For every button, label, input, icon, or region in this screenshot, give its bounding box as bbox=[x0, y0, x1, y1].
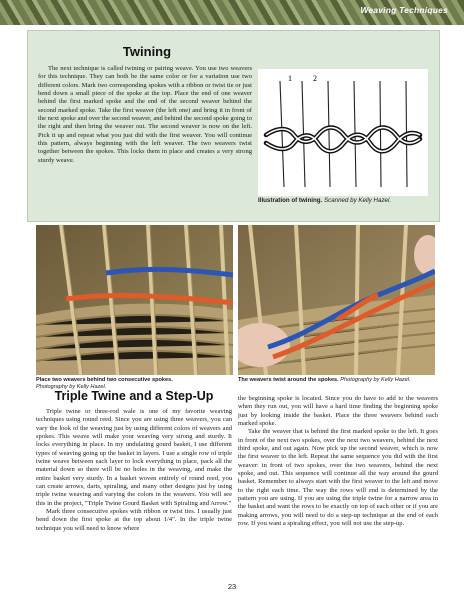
twining-panel bbox=[27, 30, 440, 222]
page-number: 23 bbox=[227, 582, 237, 591]
illustration-mark-1: 1 bbox=[288, 74, 292, 83]
photo-right-caption bbox=[238, 377, 438, 384]
photo-weavers-twist bbox=[238, 225, 435, 375]
photo-right-caption-title: The weavers twist around the spokes. bbox=[238, 377, 339, 383]
photo-two-weavers-image bbox=[36, 225, 233, 375]
section-header: Weaving Techniques bbox=[360, 5, 448, 15]
twining-body: The next technique is called twining or pairing weave. You use two weavers for this technique. They can both be the same color or for a variation use two different colors. Mark two corresponding spokes with a ribbon or twist tie or just bend down a small piece of the spoke at the top. Place the end of one weaver behind the first marked spoke and the end of the second weaver behind the second marked spoke. Take the first weaver (the left one) and bring it in front of the next spoke and over the second weaver, and behind the second spoke going to the right and then bring the weaver out. The second weaver is now on the left. Pick it up and repeat what you just did with the first weaver. You will continue this pattern, always beginning with the left weaver. The two weavers twist together between the spokes. This locks them in place and creates a very strong sturdy weave. bbox=[38, 65, 252, 164]
photo-left-caption-title: Place two weavers behind two consecutive spokes. bbox=[36, 377, 173, 383]
illustration-caption bbox=[258, 197, 434, 205]
twining-illustration-svg bbox=[258, 69, 428, 196]
triple-twine-title: Triple Twine and a Step-Up bbox=[54, 389, 214, 403]
spoke-line bbox=[380, 81, 381, 187]
right-paragraph-1: the beginning spoke is located. Since you do have to add to the weavers when they run out, you will have a hard time finding the beginning spoke just by looking inside the basket. Place the three weavers behind each marked spoke. bbox=[238, 395, 438, 428]
twining-title: Twining bbox=[122, 44, 172, 59]
right-paragraph-2: Take the weaver that is behind the first marked spoke to the left. It goes in front of the next two spokes, over the next two weavers, behind the next third spoke, and out again. Now pick up the second weaver, which is now the first weaver to the left. Repeat the same sequence you did with the first weaver: in front of two spokes, over the two weavers, behind the next spoke, and out. This sequence will continue all the way around the gourd basket. Remember to always start with the first weaver to the left and move to the right each time. The way the rows will end is determined by the pattern you are using. If you are using the triple twine for a narrow area in the basket and want the rows to be exactly on top of each other or if you are making arrows, you will need to do a step-up technique at the end of each row. If you want a spiraling effect, you will not use the step-up. bbox=[238, 428, 438, 528]
illustration-caption-credit: Scanned by Kelly Hazel. bbox=[324, 197, 392, 204]
twining-illustration bbox=[258, 69, 428, 196]
header-band bbox=[0, 0, 464, 25]
left-paragraph-1: Triple twine or three-rod wale is one of my favorite weaving techniques using round reed. Since you are using three weavers, you can vary the look of the weaving just by using different colors of weavers and spokes. This weave will make your weaving very strong and sturdy. It locks everything in place. In my undulating gourd basket, I use different types of weaving going up the basket in layers. I use a single row of triple twine weave between each layer to lock everything in place, pack all the material down so there will be no holes in the weaving, and make the entire basket very sturdy. In a basket woven entirely of round reed, you can create arrows, darts, spiraling, and many other designs just by using triple twine weaving and varying the colors in the weavers. You will see this in the project, "Triple Twine Gourd Basket with Spiraling and Arrow." bbox=[36, 408, 232, 507]
photo-two-weavers bbox=[36, 225, 233, 375]
photo-right-caption-credit: Photography by Kelly Hazel. bbox=[340, 377, 411, 383]
left-column bbox=[36, 408, 232, 533]
illustration-mark-2: 2 bbox=[313, 74, 317, 83]
spoke-line bbox=[328, 81, 330, 187]
photo-left-caption-credit: Photography by Kelly Hazel. bbox=[36, 384, 107, 390]
spoke-line bbox=[280, 81, 284, 187]
photo-weavers-twist-image bbox=[238, 225, 435, 375]
left-paragraph-2: Mark three consecutive spokes with ribbon or twist ties. I usually just bend down the first spoke at the top about 1/4". In the triple twine technique you will need to know where bbox=[36, 508, 232, 532]
right-column bbox=[238, 395, 438, 529]
illustration-caption-title: Illustration of twining. bbox=[258, 197, 323, 204]
